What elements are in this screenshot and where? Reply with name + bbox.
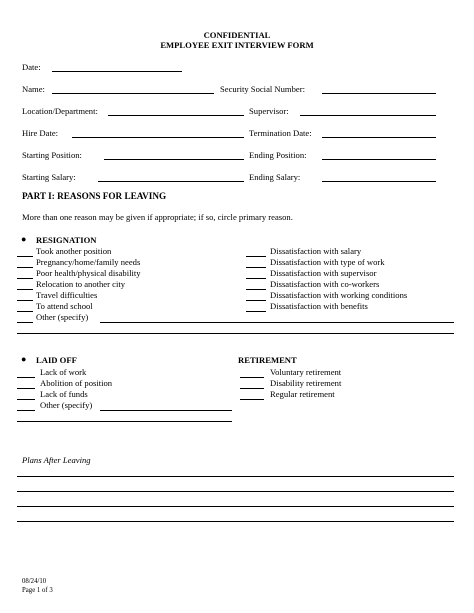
- laid-off-check-4[interactable]: [17, 410, 35, 411]
- retirement-check-disability[interactable]: [240, 388, 264, 389]
- resignation-option-2: Pregnancy/home/family needs: [36, 257, 141, 267]
- bullet-icon: ●: [21, 354, 27, 364]
- plans-line-3[interactable]: [17, 506, 454, 507]
- retirement-option-voluntary: Voluntary retirement: [270, 367, 342, 377]
- plans-after-leaving-label: Plans After Leaving: [22, 455, 91, 465]
- location-field[interactable]: [108, 115, 244, 116]
- resignation-option-supervisor: Dissatisfaction with supervisor: [270, 268, 377, 278]
- resignation-other-specify-line-2[interactable]: [17, 333, 454, 334]
- resignation-option-3: Poor health/physical disability: [36, 268, 141, 278]
- plans-line-4[interactable]: [17, 521, 454, 522]
- date-label: Date:: [22, 62, 41, 72]
- hire-date-field[interactable]: [72, 137, 244, 138]
- resignation-option-1: Took another position: [36, 246, 112, 256]
- starting-position-field[interactable]: [104, 159, 244, 160]
- laid-off-option-other: Other (specify): [40, 400, 93, 410]
- resignation-option-work-type: Dissatisfaction with type of work: [270, 257, 385, 267]
- resignation-check-conditions[interactable]: [246, 300, 266, 301]
- resignation-check-benefits[interactable]: [246, 311, 266, 312]
- retirement-option-disability: Disability retirement: [270, 378, 342, 388]
- resignation-option-benefits: Dissatisfaction with benefits: [270, 301, 368, 311]
- plans-line-2[interactable]: [17, 491, 454, 492]
- laid-off-check-1[interactable]: [17, 377, 35, 378]
- hire-date-label: Hire Date:: [22, 128, 59, 138]
- starting-salary-field[interactable]: [98, 181, 244, 182]
- resignation-other-specify-field[interactable]: [100, 322, 454, 323]
- laid-off-option-3: Lack of funds: [40, 389, 88, 399]
- resignation-option-4: Relocation to another city: [36, 279, 126, 289]
- resignation-check-supervisor[interactable]: [246, 278, 266, 279]
- part1-instruction: More than one reason may be given if appropriate; if so, circle primary reason.: [22, 212, 293, 222]
- resignation-check-5[interactable]: [17, 300, 33, 301]
- ending-salary-label: Ending Salary:: [249, 172, 301, 182]
- ending-position-label: Ending Position:: [249, 150, 307, 160]
- resignation-option-5: Travel difficulties: [36, 290, 98, 300]
- location-label: Location/Department:: [22, 106, 98, 116]
- part1-title: PART I: REASONS FOR LEAVING: [22, 191, 167, 201]
- termination-date-label: Termination Date:: [249, 128, 312, 138]
- resignation-check-work-type[interactable]: [246, 267, 266, 268]
- resignation-check-1[interactable]: [17, 256, 33, 257]
- retirement-check-regular[interactable]: [240, 399, 264, 400]
- resignation-option-other: Other (specify): [36, 312, 89, 322]
- laid-off-other-specify-line-2[interactable]: [17, 421, 232, 422]
- retirement-heading: RETIREMENT: [238, 355, 297, 365]
- laid-off-heading: LAID OFF: [36, 355, 77, 365]
- bullet-icon: ●: [21, 234, 27, 244]
- resignation-check-6[interactable]: [17, 311, 33, 312]
- supervisor-label: Supervisor:: [249, 106, 289, 116]
- resignation-check-7[interactable]: [17, 322, 33, 323]
- resignation-option-6: To attend school: [36, 301, 93, 311]
- footer-date: 08/24/10: [22, 578, 47, 585]
- form-title: EMPLOYEE EXIT INTERVIEW FORM: [160, 40, 314, 50]
- laid-off-check-3[interactable]: [17, 399, 35, 400]
- footer-page-number: Page 1 of 3: [22, 587, 53, 594]
- resignation-check-4[interactable]: [17, 289, 33, 290]
- starting-position-label: Starting Position:: [22, 150, 82, 160]
- resignation-option-salary: Dissatisfaction with salary: [270, 246, 362, 256]
- laid-off-option-2: Abolition of position: [40, 378, 113, 388]
- starting-salary-label: Starting Salary:: [22, 172, 76, 182]
- ending-salary-field[interactable]: [322, 181, 436, 182]
- retirement-check-voluntary[interactable]: [240, 377, 264, 378]
- laid-off-check-2[interactable]: [17, 388, 35, 389]
- ending-position-field[interactable]: [322, 159, 436, 160]
- resignation-option-conditions: Dissatisfaction with working conditions: [270, 290, 408, 300]
- resignation-check-coworkers[interactable]: [246, 289, 266, 290]
- laid-off-other-specify-field[interactable]: [100, 410, 232, 411]
- termination-date-field[interactable]: [322, 137, 436, 138]
- resignation-check-salary[interactable]: [246, 256, 266, 257]
- plans-line-1[interactable]: [17, 476, 454, 477]
- resignation-heading: RESIGNATION: [36, 235, 97, 245]
- supervisor-field[interactable]: [300, 115, 436, 116]
- resignation-option-coworkers: Dissatisfaction with co-workers: [270, 279, 380, 289]
- ssn-label: Security Social Number:: [220, 84, 305, 94]
- retirement-option-regular: Regular retirement: [270, 389, 335, 399]
- resignation-check-3[interactable]: [17, 278, 33, 279]
- laid-off-option-1: Lack of work: [40, 367, 87, 377]
- name-label: Name:: [22, 84, 45, 94]
- name-field[interactable]: [52, 93, 214, 94]
- form-header-confidential: CONFIDENTIAL: [203, 30, 271, 40]
- ssn-field[interactable]: [322, 93, 436, 94]
- date-field[interactable]: [52, 71, 182, 72]
- resignation-check-2[interactable]: [17, 267, 33, 268]
